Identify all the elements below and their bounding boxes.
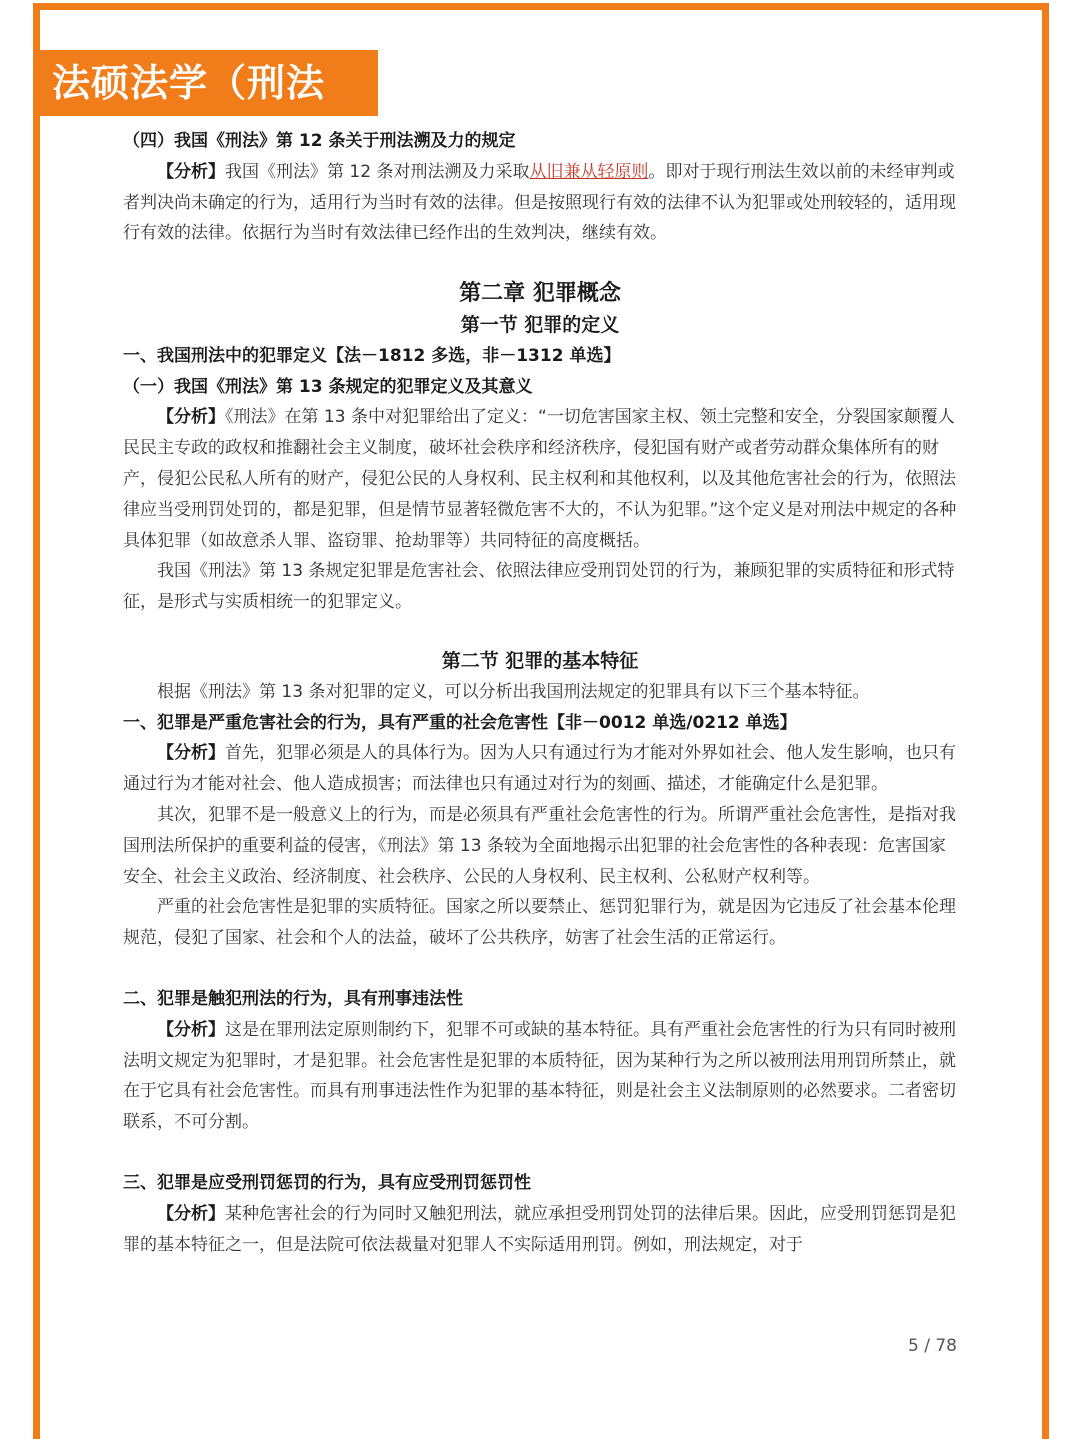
paragraph: 严重的社会危害性是犯罪的实质特征。国家之所以要禁止、惩罚犯罪行为，就是因为它违反了社会基本伦理规范，侵犯了国家、社会和个人的法益，破坏了公共秩序，妨害了社会生活的正常运行。 bbox=[123, 897, 956, 949]
paragraph: 其次，犯罪不是一般意义上的行为，而是必须具有严重社会危害性的行为。所谓严重社会危害性，是指对我国刑法所保护的重要利益的侵害，《刑法》第 13 条较为全面地揭示出犯罪的社会危害性的各种表现：危害国家安全、社会主义政治、经济制度、社会秩序、公民的人身权利、民主权利、公私财产权利等。 bbox=[123, 804, 956, 887]
subsection-heading: （四）我国《刑法》第 12 条关于刑法溯及力的规定 bbox=[123, 131, 516, 151]
paragraph bbox=[123, 157, 957, 249]
paragraph bbox=[123, 738, 957, 800]
principle-link[interactable]: 从旧兼从轻原则 bbox=[529, 161, 649, 182]
banner-title: 法硕法学（刑法学） bbox=[40, 50, 378, 116]
paragraph-text: 某种危害社会的行为同时又触犯刑法，就应承担受刑罚处罚的法律后果。因此，应受刑罚惩罚是犯罪的基本特征之一，但是法院可依法裁量对犯罪人不实际适用刑罚。例如，刑法规定，对于 bbox=[123, 1203, 956, 1255]
analysis-tag: 【分析】 bbox=[157, 407, 225, 428]
paragraph-text: 。即对于现行刑法生效以前的未经审判或者判决尚未确定的行为，适用行为当时有效的法律。但是按照现行有效的法律不认为犯罪或处刑较轻的，适用现行有效的法律。依据行为当时有效法律已经作出的生效判决，继续有效。 bbox=[123, 161, 956, 244]
section-title: 第一节 犯罪的定义 bbox=[460, 313, 620, 336]
paragraph: 根据《刑法》第 13 条对犯罪的定义，可以分析出我国刑法规定的犯罪具有以下三个基本特征。 bbox=[157, 681, 870, 702]
paragraph-text: 我国《刑法》第 12 条对刑法溯及力采取 bbox=[225, 161, 530, 182]
paragraph-text: 首先，犯罪必须是人的具体行为。因为人只有通过行为才能对外界如社会、他人发生影响，也只有通过行为才能对社会、他人造成损害；而法律也只有通过对行为的刻画、描述，才能确定什么是犯罪。 bbox=[123, 743, 956, 795]
paragraph-text: 这是在罪刑法定原则制约下，犯罪不可或缺的基本特征。具有严重社会危害性的行为只有同时被刑法明文规定为犯罪时，才是犯罪。社会危害性是犯罪的本质特征，因为某种行为之所以被刑法用刑罚所禁止，就在于它具有社会危害性。而具有刑事违法性作为犯罪的基本特征，则是社会主义法制原则的必然要求。二者密切联系，不可分割。 bbox=[123, 1019, 956, 1133]
paragraph bbox=[123, 402, 957, 556]
analysis-tag: 【分析】 bbox=[157, 743, 225, 764]
section-title: 第二节 犯罪的基本特征 bbox=[441, 649, 639, 672]
paragraph-text: 《刑法》在第 13 条中对犯罪给出了定义：“一切危害国家主权、领土完整和安全，分裂国家颠覆人民民主专政的政权和推翻社会主义制度，破坏社会秩序和经济秩序，侵犯国有财产或者劳动群众集体所有的财产，侵犯公民私人所有的财产，侵犯公民的人身权利、民主权利和其他权利，以及其他危害社会的行为，依照法律应当受刑罚处罚的，都是犯罪，但是情节显著轻微危害不大的，不认为犯罪。”这个定义是对刑法中规定的各种具体犯罪（如故意杀人罪、盗窃罪、抢劫罪等）共同特征的高度概括。 bbox=[123, 407, 957, 551]
chapter-title: 第二章 犯罪概念 bbox=[459, 281, 621, 307]
heading-level2: （一）我国《刑法》第 13 条规定的犯罪定义及其意义 bbox=[123, 376, 533, 397]
analysis-tag: 【分析】 bbox=[157, 161, 225, 182]
paragraph bbox=[123, 1015, 957, 1138]
paragraph: 我国《刑法》第 13 条规定犯罪是危害社会、依照法律应受刑罚处罚的行为，兼顾犯罪的实质特征和形式特征，是形式与实质相统一的犯罪定义。 bbox=[123, 561, 955, 613]
analysis-tag: 【分析】 bbox=[157, 1203, 225, 1224]
paragraph bbox=[123, 1199, 957, 1261]
heading-level1: 一、我国刑法中的犯罪定义【法－1812 多选，非－1312 单选】 bbox=[123, 345, 621, 366]
analysis-tag: 【分析】 bbox=[157, 1019, 225, 1040]
heading-level1: 一、犯罪是严重危害社会的行为，具有严重的社会危害性【非－0012 单选/0212 单选】 bbox=[123, 712, 797, 733]
page-number: 5 / 78 bbox=[908, 1336, 957, 1356]
document-body bbox=[123, 126, 957, 1260]
heading-level1: 二、犯罪是触犯刑法的行为，具有刑事违法性 bbox=[123, 988, 463, 1009]
heading-level1: 三、犯罪是应受刑罚惩罚的行为，具有应受刑罚惩罚性 bbox=[123, 1172, 531, 1193]
